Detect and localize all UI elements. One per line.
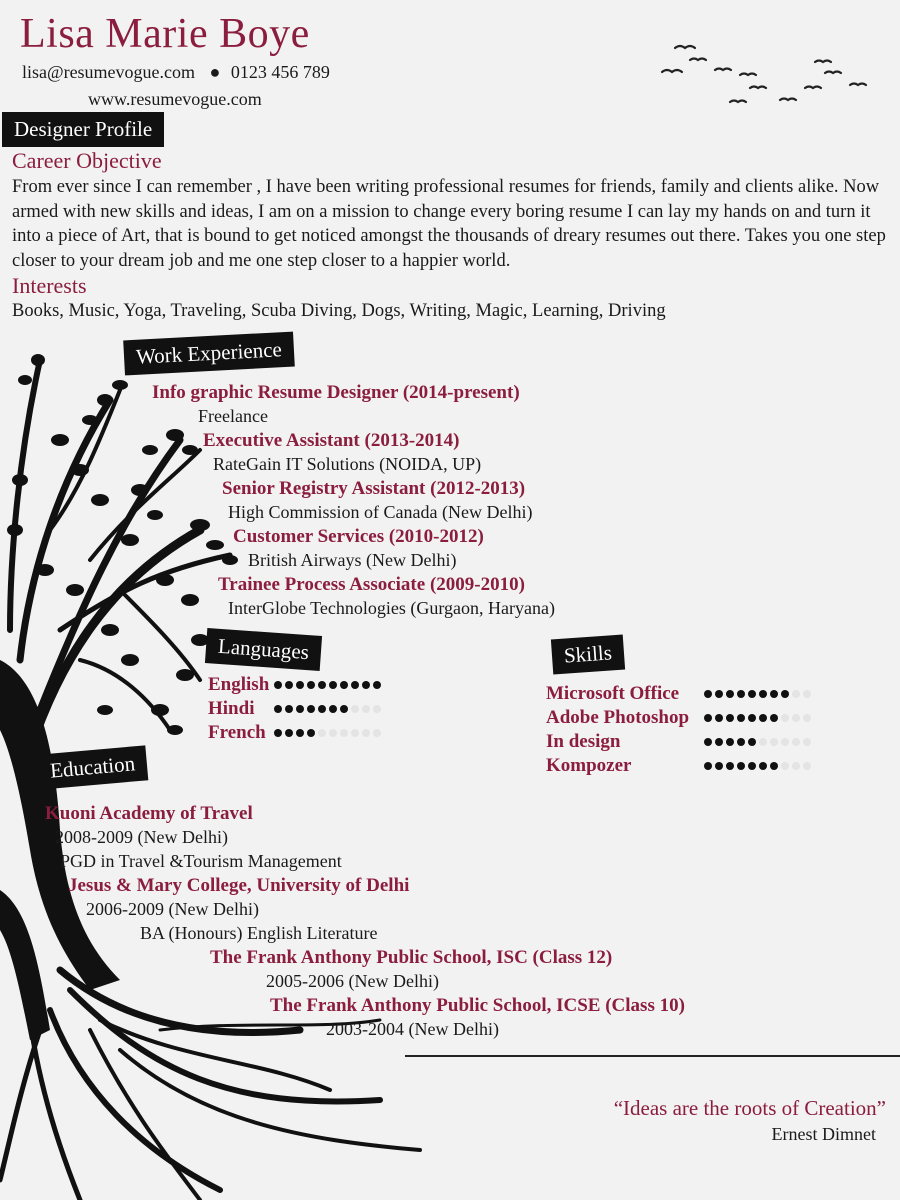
rating-dot-filled [737,714,745,722]
rating-dot-empty [351,705,359,713]
rating-dot-empty [362,705,370,713]
job-title: Senior Registry Assistant (2012-2013) [222,478,526,499]
skill-name: Kompozer [546,755,632,776]
section-title-education: Education [37,745,149,789]
job-company: British Airways (New Delhi) [248,550,457,570]
rating-dot-filled [373,681,381,689]
school-name: The Frank Anthony Public School, ICSE (Class 10) [270,995,685,1016]
school-name: The Frank Anthony Public School, ISC (Class 12) [210,947,613,968]
skill-level-dots [704,714,811,722]
email-link[interactable]: lisa@resumevogue.com [22,62,196,82]
phone-number: 0123 456 789 [230,62,330,82]
rating-dot-filled [274,705,282,713]
rating-dot-filled [715,714,723,722]
skills-list [546,682,811,778]
rating-dot-filled [770,762,778,770]
job-company: RateGain IT Solutions (NOIDA, UP) [213,454,482,474]
language-list [208,673,381,745]
skill-name: Adobe Photoshop [546,707,690,728]
rating-dot-filled [318,681,326,689]
rating-dot-empty [318,729,326,737]
rating-dot-empty [781,714,789,722]
rating-dot-filled [737,690,745,698]
skill-level-dots [704,690,811,698]
rating-dot-filled [781,690,789,698]
job-title: Customer Services (2010-2012) [233,526,484,547]
rating-dot-filled [726,714,734,722]
language-row [208,697,381,721]
rating-dot-empty [781,738,789,746]
section-title-skills: Skills [551,635,625,675]
school-years: 2005-2006 (New Delhi) [266,971,439,991]
rating-dot-empty [803,738,811,746]
rating-dot-filled [748,738,756,746]
website-link[interactable]: www.resumevogue.com [88,89,262,109]
job-company: High Commission of Canada (New Delhi) [228,502,533,522]
rating-dot-filled [274,681,282,689]
rating-dot-filled [285,705,293,713]
language-level-dots [274,705,381,713]
divider-line [405,1055,900,1057]
rating-dot-filled [748,714,756,722]
rating-dot-filled [704,714,712,722]
rating-dot-filled [759,714,767,722]
rating-dot-filled [329,681,337,689]
job-title: Executive Assistant (2013-2014) [203,430,460,451]
rating-dot-filled [770,714,778,722]
language-name: English [208,674,270,695]
rating-dot-filled [759,762,767,770]
rating-dot-empty [803,762,811,770]
rating-dot-filled [748,762,756,770]
contact-line [22,62,330,83]
language-level-dots [274,729,381,737]
skill-row [546,730,811,754]
language-level-dots [274,681,381,689]
school-degree: BA (Honours) English Literature [140,923,378,943]
job-title: Info graphic Resume Designer (2014-present) [152,382,520,403]
rating-dot-filled [307,681,315,689]
rating-dot-empty [770,738,778,746]
rating-dot-empty [803,714,811,722]
rating-dot-filled [362,681,370,689]
rating-dot-filled [770,690,778,698]
rating-dot-filled [296,705,304,713]
rating-dot-filled [296,681,304,689]
rating-dot-empty [373,729,381,737]
rating-dot-empty [340,729,348,737]
rating-dot-empty [792,738,800,746]
rating-dot-filled [748,690,756,698]
skill-level-dots [704,738,811,746]
rating-dot-filled [296,729,304,737]
school-years: 2008-2009 (New Delhi) [55,827,228,847]
rating-dot-filled [274,729,282,737]
rating-dot-filled [759,690,767,698]
rating-dot-filled [329,705,337,713]
rating-dot-filled [307,729,315,737]
school-name: Jesus & Mary College, University of Delhi [68,875,410,896]
language-row [208,673,381,697]
language-row [208,721,381,745]
skill-name: In design [546,731,621,752]
language-name: Hindi [208,698,255,719]
career-objective-text: From ever since I can remember , I have been writing professional resumes for friends, family and clients alike. Now armed with new skills and ideas, I am on a mission to change every boring resume I can lay my hands on and turn it into a piece of Art, that is bound to get noticed amongst the thousands of dreary resumes out there. Takes you one step closer to your dream job and me one step closer to a happier world. [12,177,886,271]
quote-text: “Ideas are the roots of Creation” [613,1096,886,1120]
rating-dot-filled [318,705,326,713]
rating-dot-filled [704,738,712,746]
school-years: 2006-2009 (New Delhi) [86,899,259,919]
bullet-separator: ● [209,62,221,82]
school-years: 2003-2004 (New Delhi) [326,1019,499,1039]
rating-dot-empty [362,729,370,737]
skill-row [546,754,811,778]
rating-dot-empty [759,738,767,746]
interests-text: Books, Music, Yoga, Traveling, Scuba Diving, Dogs, Writing, Magic, Learning, Driving [12,301,666,321]
rating-dot-filled [737,762,745,770]
skill-row [546,682,811,706]
job-company: Freelance [198,406,268,426]
section-title-designer-profile: Designer Profile [2,112,164,147]
rating-dot-filled [340,705,348,713]
career-objective-heading: Career Objective [12,148,162,173]
rating-dot-empty [792,714,800,722]
job-company: InterGlobe Technologies (Gurgaon, Haryana) [228,598,555,618]
quote-author: Ernest Dimnet [771,1124,876,1144]
job-title: Trainee Process Associate (2009-2010) [218,574,525,595]
rating-dot-filled [715,738,723,746]
rating-dot-filled [715,690,723,698]
skill-row [546,706,811,730]
rating-dot-filled [726,738,734,746]
rating-dot-filled [285,681,293,689]
rating-dot-filled [726,690,734,698]
rating-dot-empty [803,690,811,698]
flying-birds-illustration [650,40,880,120]
rating-dot-empty [329,729,337,737]
rating-dot-filled [726,762,734,770]
rating-dot-filled [704,762,712,770]
rating-dot-filled [737,738,745,746]
school-name: Kuoni Academy of Travel [45,803,253,824]
skill-name: Microsoft Office [546,683,680,704]
section-title-languages: Languages [205,628,322,671]
rating-dot-empty [792,690,800,698]
rating-dot-empty [373,705,381,713]
rating-dot-empty [781,762,789,770]
rating-dot-filled [340,681,348,689]
section-title-work-experience: Work Experience [123,332,294,376]
skill-level-dots [704,762,811,770]
rating-dot-filled [307,705,315,713]
rating-dot-filled [285,729,293,737]
rating-dot-filled [351,681,359,689]
rating-dot-filled [715,762,723,770]
rating-dot-filled [704,690,712,698]
interests-heading: Interests [12,273,87,298]
candidate-name: Lisa Marie Boye [20,11,310,57]
rating-dot-empty [792,762,800,770]
language-name: French [208,722,266,743]
rating-dot-empty [351,729,359,737]
school-degree: PGD in Travel &Tourism Management [60,851,342,871]
